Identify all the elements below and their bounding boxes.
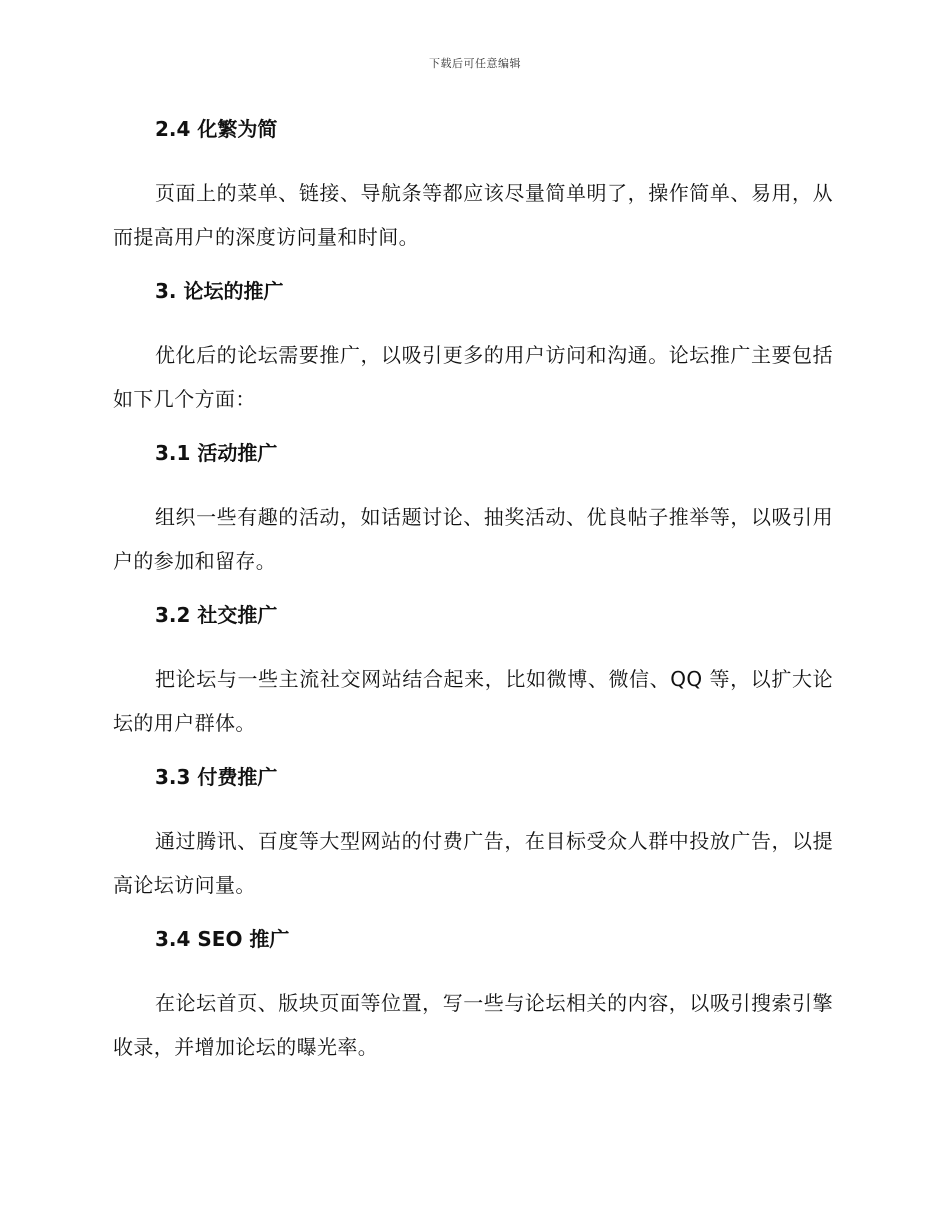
page-header-note: 下载后可任意编辑 [429,57,521,70]
section-heading-3-3: 3.3 付费推广 [155,765,278,789]
section-paragraph-3-1: 组织一些有趣的活动，如话题讨论、抽奖活动、优良帖子推举等，以吸引用户的参加和留存。 [113,505,833,573]
section-heading-3-4: 3.4 SEO 推广 [155,927,290,951]
section-paragraph-3-2: 把论坛与一些主流社交网站结合起来，比如微博、微信、QQ 等，以扩大论坛的用户群体。 [113,667,833,735]
section-paragraph-3-4: 在论坛首页、版块页面等位置，写一些与论坛相关的内容，以吸引搜索引擎收录，并增加论坛的曝光率。 [113,991,833,1059]
document-body [113,112,833,1084]
section-paragraph-3: 优化后的论坛需要推广，以吸引更多的用户访问和沟通。论坛推广主要包括如下几个方面： [113,343,833,411]
section-paragraph-3-3: 通过腾讯、百度等大型网站的付费广告，在目标受众人群中投放广告，以提高论坛访问量。 [113,829,833,897]
section-heading-3: 3. 论坛的推广 [155,279,284,303]
section-paragraph-2-4: 页面上的菜单、链接、导航条等都应该尽量简单明了，操作简单、易用，从而提高用户的深度访问量和时间。 [113,181,833,249]
section-heading-3-1: 3.1 活动推广 [155,441,278,465]
section-heading-3-2: 3.2 社交推广 [155,603,278,627]
section-heading-2-4: 2.4 化繁为简 [155,117,278,141]
